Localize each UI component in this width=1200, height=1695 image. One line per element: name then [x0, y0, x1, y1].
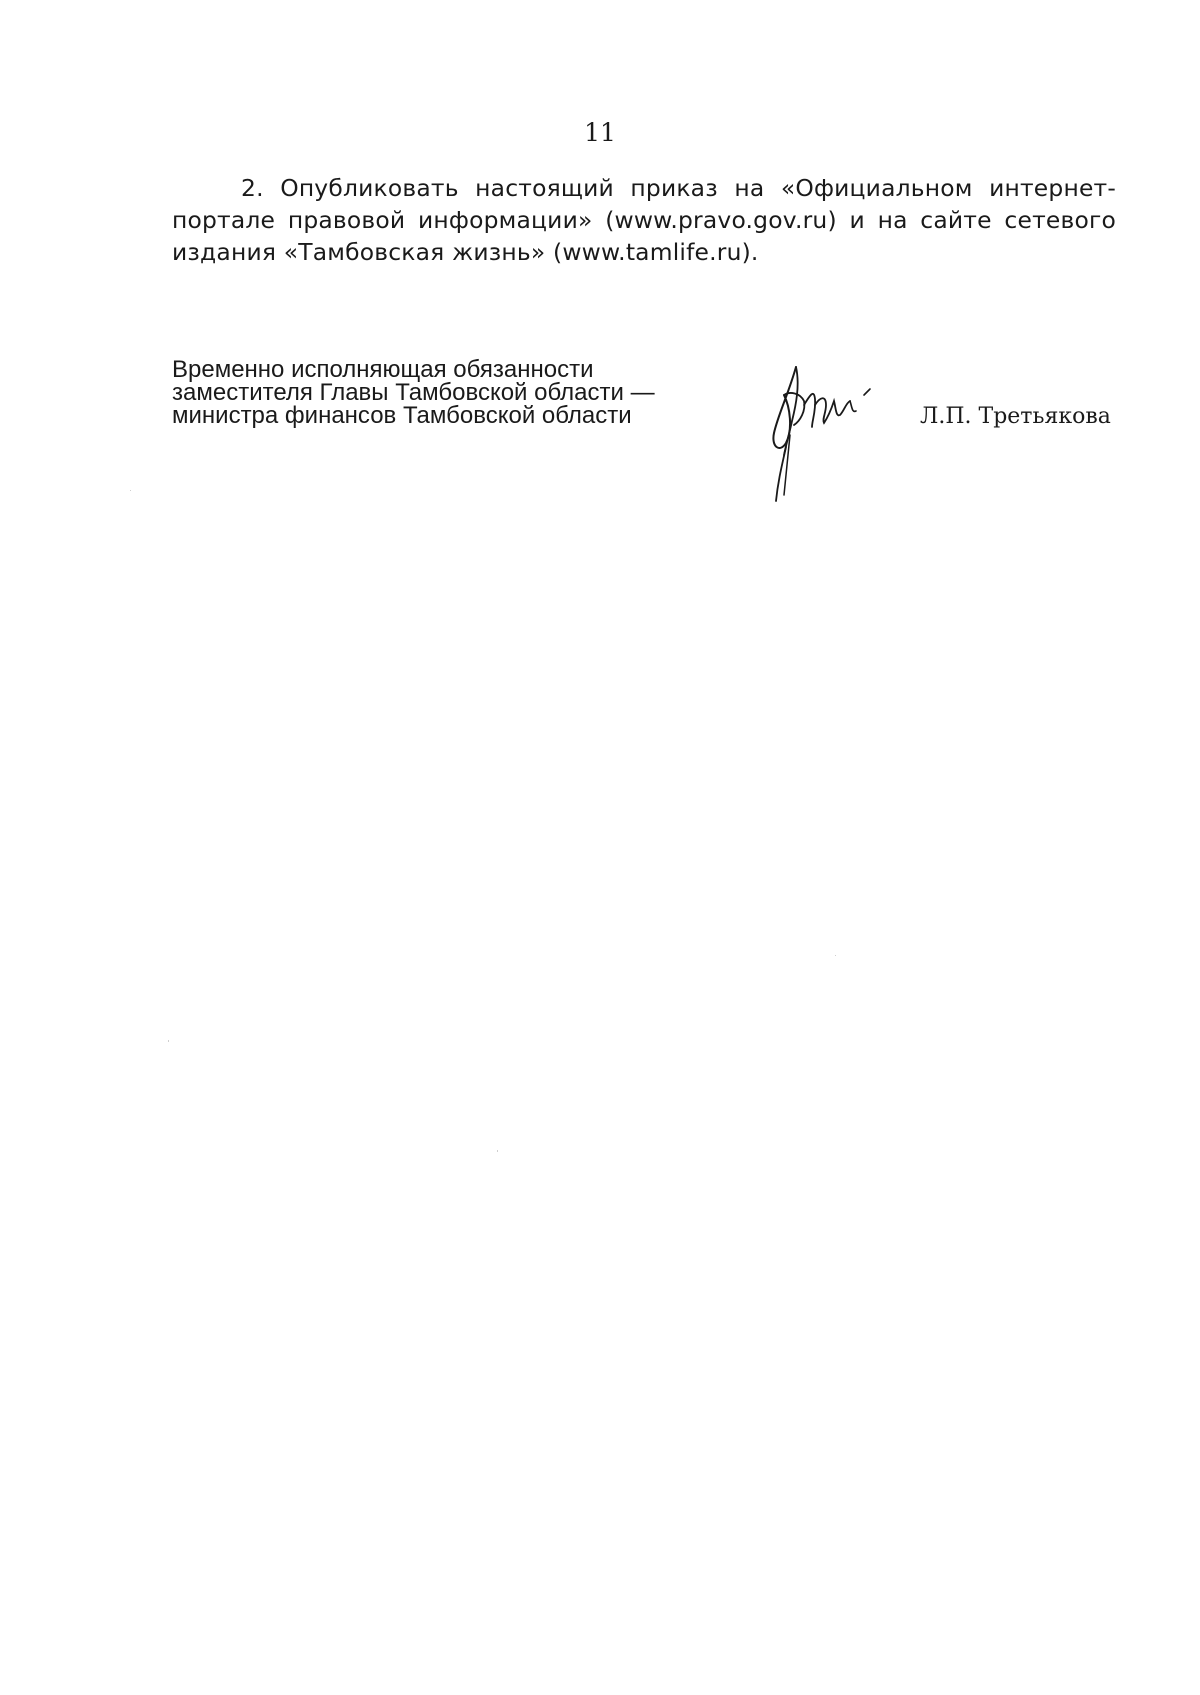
scan-speck [130, 490, 131, 491]
page-number: 11 [584, 118, 616, 147]
paragraph-publication: 2. Опубликовать настоящий приказ на «Официальном интернет-портале правовой информации» (www.pravo.gov.ru) и на сайте сетевого издания «Тамбовская жизнь» (www.tamlife.ru). [172, 174, 1116, 266]
handwritten-signature [760, 355, 910, 505]
signer-title-line: министра финансов Тамбовской области [172, 402, 632, 429]
scan-speck [497, 1150, 498, 1152]
scan-speck [835, 955, 836, 956]
signer-title [172, 358, 732, 427]
signer-name: Л.П. Третьякова [920, 404, 1111, 429]
scan-speck [168, 1040, 169, 1042]
signer-title-line: Временно исполняющая обязанности [172, 356, 594, 383]
signer-title-line: заместителя Главы Тамбовской области — [172, 379, 655, 406]
